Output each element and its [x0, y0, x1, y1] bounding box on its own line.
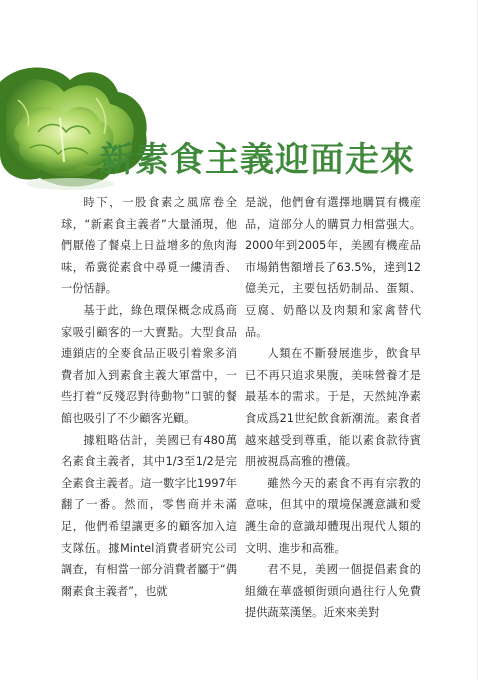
article-right-column: [245, 192, 421, 624]
article-title: 新素食主義迎面走來: [100, 140, 415, 180]
paragraph: 雖然今天的素食不再有宗教的意味，但其中的環境保護意識和愛護生命的意識却體現出現代人類的文明、進步和高雅。: [245, 476, 421, 555]
paragraph: 人類在不斷發展進步，飲食早已不再只追求果腹，美味營養才是最基本的需求。于是，天然純净素食成爲21世紀飲食新潮流。素食者越來越受到尊重，能以素食款待賓朋被視爲高雅的禮儀。: [245, 347, 421, 469]
article-left-column: [61, 192, 237, 602]
paragraph: 基于此，綠色環保概念成爲商家吸引顧客的一大賣點。大型食品連鎖店的全麥食品正吸引着衆多消費者加入到素食主義大軍當中，一些打着“反殘忍對待動物”口號的餐館也吸引了不少顧客光顧。: [61, 303, 237, 425]
paragraph: 時下，一股食素之風席卷全球，“新素食主義者”大量涌現，他們厭倦了餐桌上日益增多的魚肉海味，希冀從素食中尋覓一縷清香、一份恬靜。: [61, 196, 237, 296]
paragraph: 是説，他們會有選擇地購買有機産品，這部分人的購買力相當强大。2000年到2005年，美國有機産品市場銷售額增長了63.5%，達到12億美元，主要包括奶制品、蛋類、豆腐、奶酪以及肉類和家禽替代品。: [245, 196, 421, 339]
paragraph: 據粗略估計，美國已有480萬名素食主義者，其中1/3至1/2是完全素食主義者。這一數字比1997年翻了一番。然而，零售商并未滿足，他們希望讓更多的顧客加入這支隊伍。據Mintel消費者研究公司調查，有相當一部分消費者屬于“偶爾素食主義者”，也就: [61, 433, 237, 598]
paragraph: 君不見，美國一個提倡素食的組織在華盛頓街頭向過往行人免費提供蔬菜漢堡。近來來美對: [245, 563, 421, 620]
